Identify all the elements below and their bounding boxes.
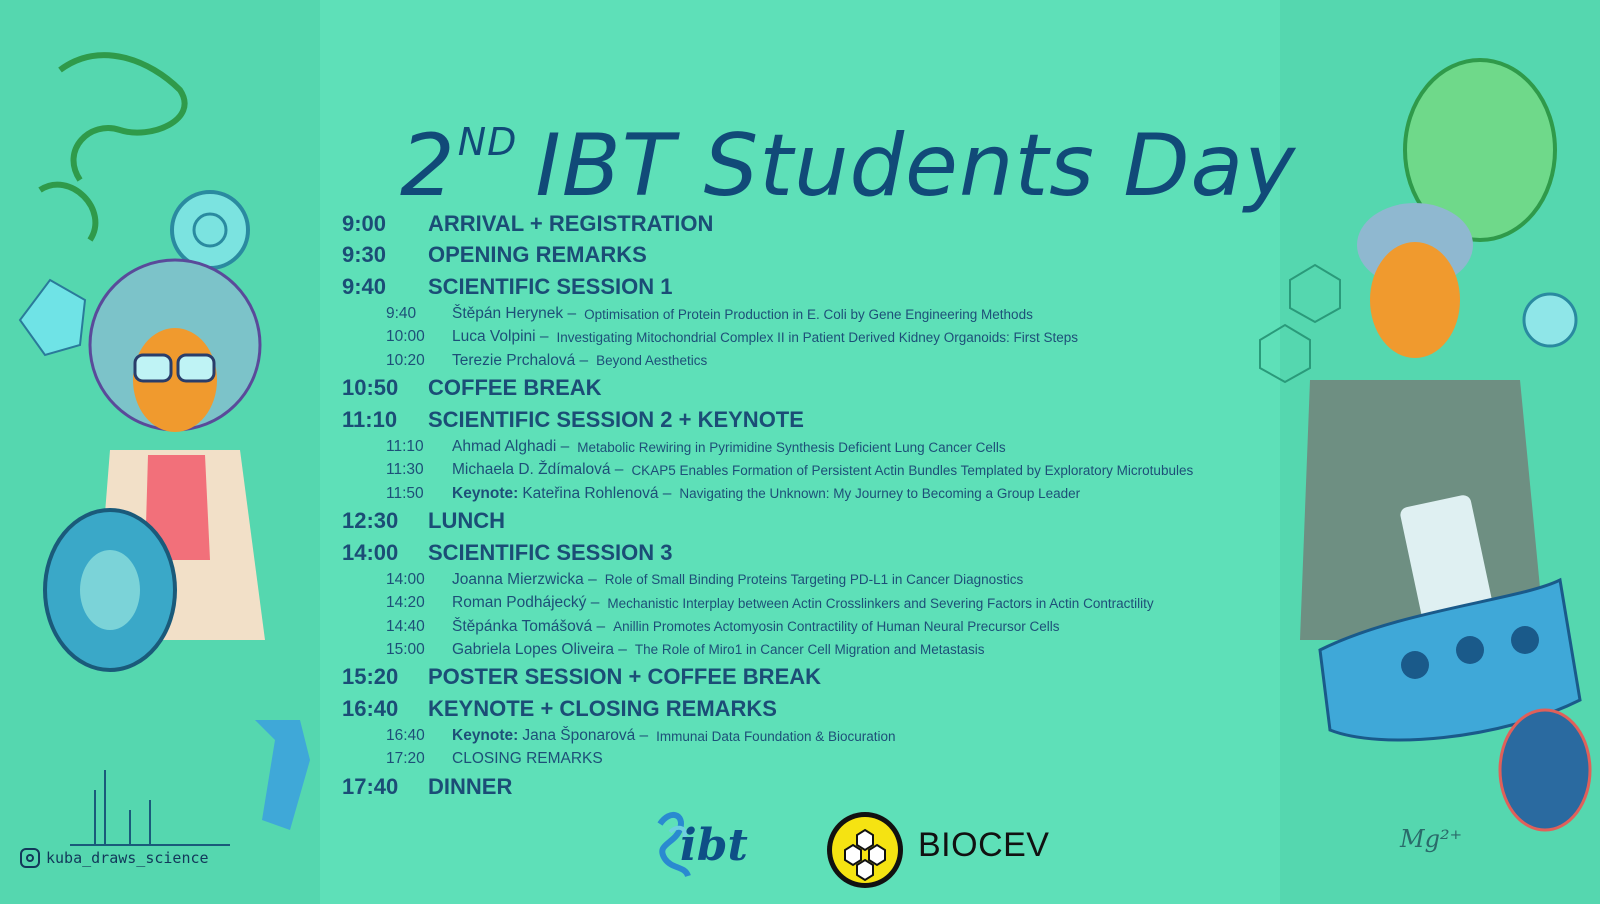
schedule-label: SCIENTIFIC SESSION 1 <box>428 273 673 299</box>
artist-signature: Mg²⁺ <box>1400 825 1463 853</box>
schedule-time: 9:30 <box>342 242 387 268</box>
schedule-time: 14:00 <box>386 570 425 588</box>
speaker-name: Štěpánka Tomášová – <box>452 617 606 635</box>
speaker-name: Joanna Mierzwicka – <box>452 570 597 588</box>
talk-title: The Role of Miro1 in Cancer Cell Migration and Metastasis <box>634 642 985 658</box>
schedule-label: SCIENTIFIC SESSION 3 <box>428 539 673 565</box>
schedule-time: 15:20 <box>342 664 399 690</box>
schedule-talk-row <box>342 326 1292 349</box>
schedule-label: DINNER <box>428 773 513 799</box>
speaker-name: Michaela D. Ždímalová – <box>452 461 624 479</box>
microtubule-icon <box>1500 710 1590 830</box>
schedule-talk-row <box>342 459 1292 482</box>
talk-title: Optimisation of Protein Production in E. Coli by Gene Engineering Methods <box>584 306 1033 322</box>
schedule-talk-row <box>342 638 1292 661</box>
sponsor-logos <box>640 800 1060 890</box>
schedule-main-row <box>342 271 1292 303</box>
speaker-name: Roman Podhájecký – <box>452 594 600 612</box>
schedule-label: COFFEE BREAK <box>428 375 602 401</box>
talk-title: Metabolic Rewiring in Pyrimidine Synthesis Deficient Lung Cancer Cells <box>577 439 1006 455</box>
schedule-time: 16:40 <box>386 727 425 745</box>
schedule-talk-row <box>342 724 1292 747</box>
schedule-time: 16:40 <box>342 695 399 721</box>
schedule-talk-row <box>342 435 1292 458</box>
schedule-time: 9:40 <box>386 305 417 323</box>
schedule-main-row <box>342 771 1292 803</box>
schedule-label: SCIENTIFIC SESSION 2 + KEYNOTE <box>428 406 804 432</box>
schedule-talk-row <box>342 349 1292 372</box>
instagram-icon <box>20 848 40 868</box>
schedule-time: 11:30 <box>386 461 424 479</box>
event-title <box>400 82 1297 216</box>
schedule-label: POSTER SESSION + COFFEE BREAK <box>428 664 822 690</box>
schedule-time: 10:50 <box>342 375 399 401</box>
schedule-label: ARRIVAL + REGISTRATION <box>428 210 714 236</box>
schedule-time: 12:30 <box>342 508 399 534</box>
schedule-main-row <box>342 693 1292 725</box>
title-ordinal: ND <box>457 120 518 164</box>
schedule-time: 14:20 <box>386 594 425 612</box>
schedule-time: 9:40 <box>342 273 387 299</box>
speaker-name: Štěpán Herynek – <box>452 305 577 323</box>
schedule-main-row <box>342 208 1292 240</box>
speaker-name: Jana Šponarová – <box>522 727 649 745</box>
schedule-label: KEYNOTE + CLOSING REMARKS <box>428 695 777 721</box>
biocev-logo-icon <box>825 810 905 890</box>
speaker-name: Kateřina Rohlenová – <box>522 484 672 502</box>
schedule-time: 17:20 <box>386 750 425 768</box>
schedule-time: 11:50 <box>386 484 424 502</box>
schedule-label: LUNCH <box>428 508 505 534</box>
title-number: 2 <box>400 116 456 216</box>
speaker-name: Gabriela Lopes Oliveira – <box>452 640 627 658</box>
schedule-time: 10:00 <box>386 328 425 346</box>
schedule-time: 11:10 <box>342 406 398 432</box>
speaker-name: Terezie Prchalová – <box>452 351 589 369</box>
schedule-main-row <box>342 537 1292 569</box>
talk-title: CKAP5 Enables Formation of Persistent Actin Bundles Templated by Exploratory Microtubules <box>631 462 1194 478</box>
title-text: IBT Students Day <box>535 116 1297 216</box>
biocev-logo-text: BIOCEV <box>918 826 1050 864</box>
speaker-name: Luca Volpini – <box>452 328 549 346</box>
keynote-label: Keynote: <box>452 727 519 745</box>
schedule-main-row <box>342 372 1292 404</box>
schedule-time: 17:40 <box>342 773 399 799</box>
schedule-talk-row <box>342 303 1292 326</box>
schedule-time: 9:00 <box>342 210 387 236</box>
schedule-talk-row <box>342 482 1292 505</box>
schedule-time: 10:20 <box>386 351 425 369</box>
schedule-talk-row <box>342 615 1292 638</box>
ibt-logo-text: ibt <box>680 820 748 871</box>
schedule-time: 11:10 <box>386 438 424 456</box>
schedule-main-row <box>342 505 1292 537</box>
cell-icon <box>1524 294 1576 346</box>
talk-title: Beyond Aesthetics <box>596 353 708 369</box>
talk-title: Immunai Data Foundation & Biocuration <box>656 728 896 744</box>
schedule-main-row <box>342 404 1292 436</box>
schedule-talk-row <box>342 592 1292 615</box>
talk-title: Mechanistic Interplay between Actin Crosslinkers and Severing Factors in Actin Contractility <box>607 595 1154 611</box>
artist-credit <box>20 848 209 868</box>
speaker-name: CLOSING REMARKS <box>452 750 603 768</box>
schedule-main-row <box>342 240 1292 272</box>
schedule-time: 15:00 <box>386 640 425 658</box>
cell-icon <box>172 192 248 268</box>
schedule-time: 14:40 <box>386 617 425 635</box>
talk-title: Anillin Promotes Actomyosin Contractility of Human Neural Precursor Cells <box>613 619 1060 635</box>
artist-handle: kuba_draws_science <box>46 849 209 867</box>
talk-title: Role of Small Binding Proteins Targeting PD-L1 in Cancer Diagnostics <box>604 572 1024 588</box>
schedule <box>342 208 1292 803</box>
schedule-time: 14:00 <box>342 539 399 565</box>
keynote-label: Keynote: <box>452 484 519 502</box>
talk-title: Investigating Mitochondrial Complex II in Patient Derived Kidney Organoids: First Steps <box>556 329 1079 345</box>
schedule-talk-row <box>342 748 1292 771</box>
schedule-label: OPENING REMARKS <box>428 242 647 268</box>
schedule-talk-row <box>342 568 1292 591</box>
talk-title: Navigating the Unknown: My Journey to Becoming a Group Leader <box>679 486 1081 502</box>
schedule-main-row <box>342 661 1292 693</box>
speaker-name: Ahmad Alghadi – <box>452 438 570 456</box>
